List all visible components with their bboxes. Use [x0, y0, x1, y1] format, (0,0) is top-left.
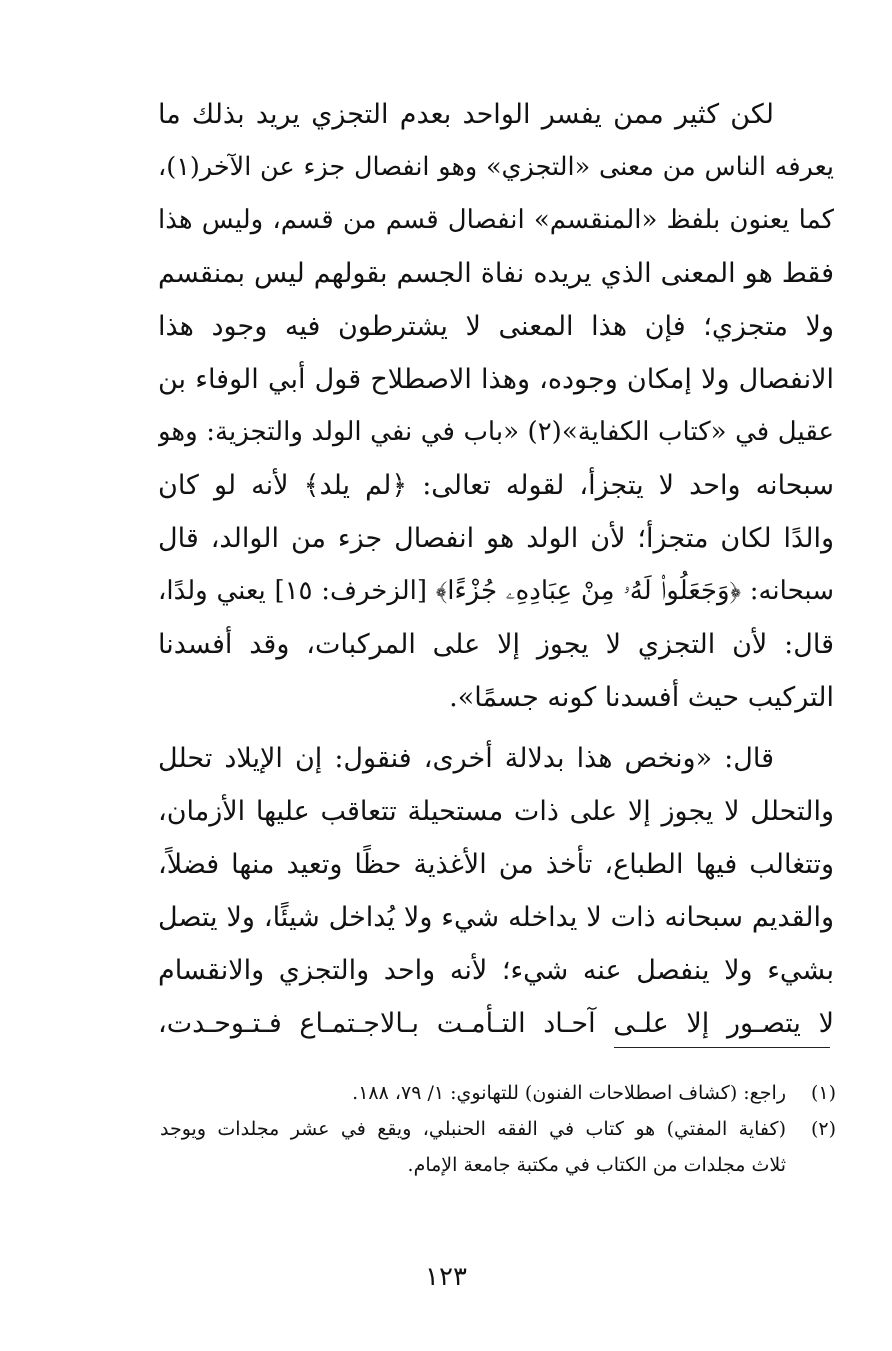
text-line: والتحلل لا يجوز إلا على ذات مستحيلة تتعاقب عليها الأزمان،	[158, 796, 834, 827]
text-line: والدًا لكان متجزأ؛ لأن الولد هو انفصال جزء من الوالد، قال	[158, 523, 834, 554]
footnote-line: ثلاث مجلدات من الكتاب في مكتبة جامعة الإمام.	[407, 1154, 786, 1176]
footnote-line: (كفاية المفتي) هو كتاب في الفقه الحنبلي، ويقع في عشر مجلدات ويوجد	[160, 1118, 786, 1140]
text-line: قال: «ونخص هذا بدلالة أخرى، فنقول: إن الإيلاد تحلل	[158, 743, 774, 774]
text-line: سبحانه واحد لا يتجزأ، لقوله تعالى: ﴿لم يلد﴾ لأنه لو كان	[158, 470, 834, 501]
main-text	[158, 88, 834, 1050]
text-line: والقديم سبحانه ذات لا يداخله شيء ولا يُداخل شيئًا، ولا يتصل	[158, 902, 834, 933]
text-line: لكن كثير ممن يفسر الواحد بعدم التجزي يريد بذلك ما	[158, 99, 774, 130]
footnotes	[160, 1075, 836, 1183]
footnote-2	[160, 1111, 836, 1183]
text-line: ولا متجزي؛ فإن هذا المعنى لا يشترطون فيه وجود هذا	[158, 311, 834, 342]
footnote-number: (٢)	[810, 1118, 836, 1140]
text-line: فقط هو المعنى الذي يريده نفاة الجسم بقولهم ليس بمنقسم	[158, 258, 834, 289]
footnote-1	[160, 1075, 836, 1111]
footnote-separator	[614, 1047, 830, 1048]
page-number: ١٢٣	[425, 1262, 467, 1292]
text-line: الانفصال ولا إمكان وجوده، وهذا الاصطلاح قول أبي الوفاء بن	[158, 364, 834, 395]
footnote-text	[160, 1075, 786, 1111]
text-line: بشيء ولا ينفصل عنه شيء؛ لأنه واحد والتجزي والانقسام	[158, 955, 834, 986]
text-line: التركيب حيث أفسدنا كونه جسمًا».	[449, 682, 834, 713]
footnote-number: (١)	[810, 1082, 836, 1104]
text-line: عقيل في «كتاب الكفاية»(٢) «باب في نفي الولد والتجزية: وهو	[158, 417, 834, 447]
footnote-line: راجع: (كشاف اصطلاحات الفنون) للتهانوي: ١/ ٧٩، ١٨٨.	[352, 1082, 786, 1104]
footnote-text	[160, 1111, 786, 1183]
text-line: قال: لأن التجزي لا يجوز إلا على المركبات، وقد أفسدنا	[158, 629, 834, 660]
text-line: لا يتصـور إلا علـى آحـاد التـأمـت بـالاجـتمـاع فـتـوحـدت،	[158, 1008, 834, 1039]
text-line: سبحانه: ﴿وَجَعَلُوا۟ لَهُۥ مِنْ عِبَادِهِۦ جُزْءًا﴾ [الزخرف: ١٥] يعني ولدًا،	[158, 576, 834, 606]
text-line: كما يعنون بلفظ «المنقسم» انفصال قسم من قسم، وليس هذا	[158, 205, 834, 235]
paragraph-2	[158, 732, 834, 1050]
paragraph-1	[158, 88, 834, 724]
text-line: وتتغالب فيها الطباع، تأخذ من الأغذية حظًا وتعيد منها فضلاً،	[158, 849, 834, 880]
text-line: يعرفه الناس من معنى «التجزي» وهو انفصال جزء عن الآخر(١)،	[158, 152, 834, 182]
